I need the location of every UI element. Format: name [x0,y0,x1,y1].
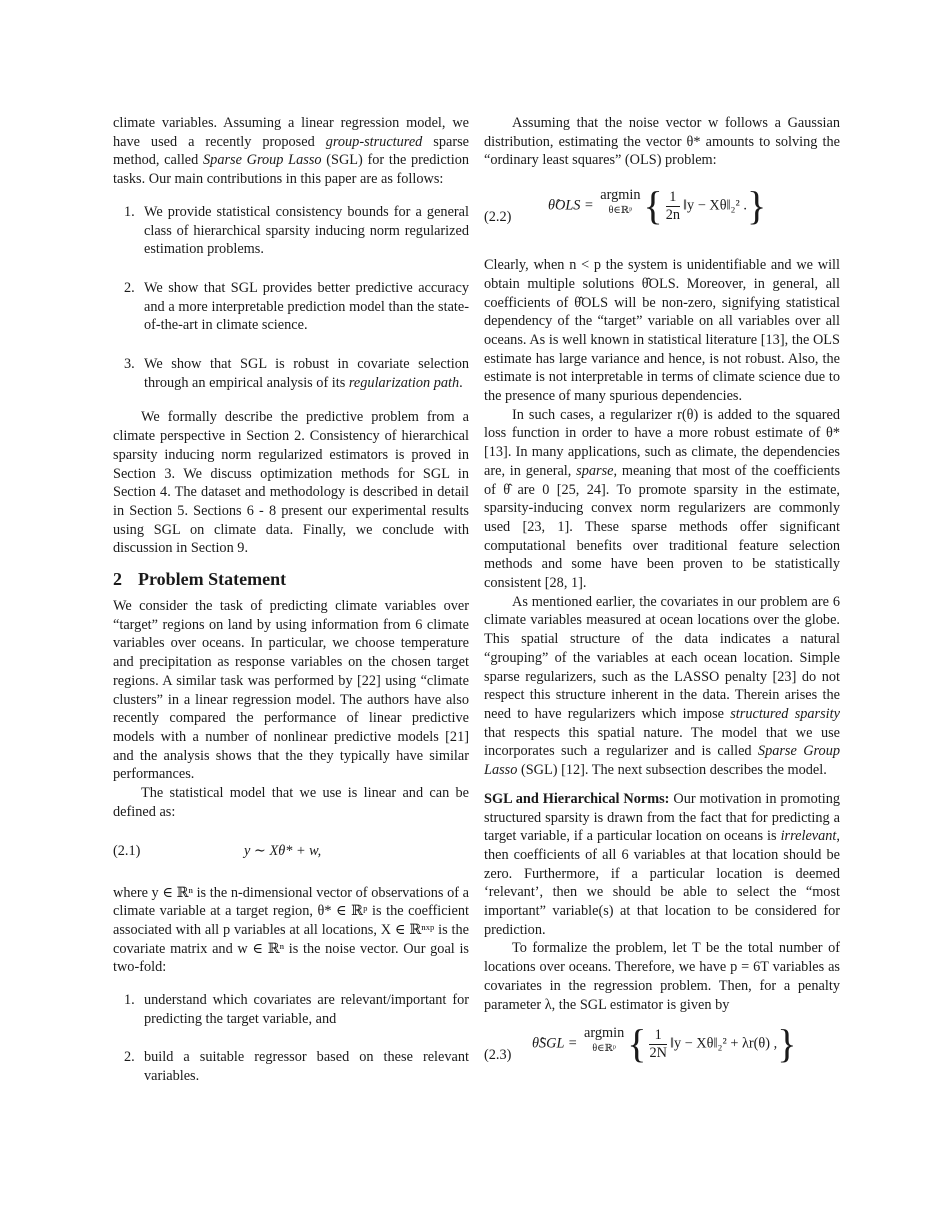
list-item: 2. We show that SGL provides better predictive accuracy and a more interpretable prediction model than the state-of-the-art in climate science. [124,279,469,334]
regularizer-paragraph: In such cases, a regularizer r(θ) is added to the squared loss function in order to have a more robust estimate of θ* [13]. In many applications, such as climate, the dependencies are, in general, sparse, meaning that most of the coefficients of θ̂ are 0 [25, 24]. To promote sparsity in the estimate, sparsity-inducing convex norm regularizers are commonly used [23, 1]. These sparse methods offer significant computational benefits over traditional feature selection methods and some have been proven to be statistically consistent [28, 1]. [484,406,841,592]
model-paragraph: The statistical model that we use is linear and can be defined as: [113,785,469,820]
equation-label: (2.3) [484,1047,512,1064]
section-heading: 2 Problem Statement [113,569,287,590]
clearly-paragraph: Clearly, when n < p the system is unidentifiable and we will obtain multiple solutions θ̂OLS. Moreover, in general, all coefficients of θ̂OLS will be non-zero, signifying statistical dependency of the “target” variable on all variables over all oceans. As is well known in statistical literature [13], the OLS estimate has large variance and hence, is not robust. Also, the estimate is not interpretable in terms of climate science due to the presence of many spurious dependencies. [484,257,840,405]
equation-body: θ̂SGL = argmin θ∈ℝᵖ { $\frac{1}{2N}$ ‖y − Xθ‖₂² + λr(θ) ,} [532,1021,797,1067]
left-column [113,114,469,1106]
equation-2-2 [484,180,840,244]
equation-label: (2.2) [484,209,512,226]
where-paragraph: where y ∈ ℝⁿ is the n-dimensional vector of observations of a climate variable at a target region, θ* ∈ ℝᵖ is the coefficient associated with all p variables at all locations, X ∈ ℝⁿˣᵖ is the covariate matrix and w ∈ ℝⁿ is the noise vector. Our goal is two-fold: [113,884,469,976]
list-item: 3. We show that SGL is robust in covariate selection through an empirical analysis of its regularization path. [124,356,469,391]
goals-list [113,991,469,1086]
equation-body: y ∼ Xθ* + w, [244,842,322,859]
problem-paragraph: We consider the task of predicting climate variables over “target” regions on land by using information from 6 climate variables over oceans. In particular, we choose temperature and precipitation as response variables on the chosen target regions. A similar task was performed by [22] using “climate clusters” in a linear regression model. The authors have also recently compared the performance of linear predictive models with a number of nonlinear predictive models [21] and the analysis shows that the they typically have similar performances. [113,598,469,783]
equation-2-3 [484,1018,840,1082]
covariates-paragraph: As mentioned earlier, the covariates in our problem are 6 climate variables measured at ocean locations over the globe. This spatial structure of the data indicates a natural “grouping” of the variables at each ocean location. Simple sparse regularizers, such as the LASSO penalty [23] do not respect this structure inherent in the data. Therein arises the need to have regularizers which impose structured sparsity that respects this spatial nature. The model that we use incorporates such a regularizer and is called Sparse Group Lasso (SGL) [12]. The next subsection describes the model. [484,593,840,779]
run-in-heading: SGL and Hierarchical Norms: [484,790,670,807]
list-item: 1. We provide statistical consistency bounds for a general class of hierarchical sparsity inducing norm regularized estimation problems. [124,203,469,258]
contributions-list [113,203,469,393]
sgl-paragraph: SGL and Hierarchical Norms: Our motivation in promoting structured sparsity is drawn from the fact that for predicting a target variable, if a particular location on oceans is irrelevant, then coefficients of all 6 variables at that location should be zero. Furthermore, if a particular location is deemed ‘relevant’, then we should be able to select the “most important” variable(s) at that location to be considered for prediction. [484,790,841,938]
equation-2-1 [113,832,469,872]
formalize-paragraph: To formalize the problem, let T be the total number of locations over oceans. Therefore, we have p = 6T variables as covariates in the regression problem. Then, for a penalty parameter λ, the SGL estimator is given by [484,940,840,1013]
intro-paragraph: climate variables. Assuming a linear regression model, we have used a recently proposed group-structured sparse method, called Sparse Group Lasso (SGL) for the prediction tasks. Our main contributions in this paper are as follows: [113,115,469,188]
equation-body: θ̂OLS = argmin θ∈ℝᵖ { $\frac{1}{2n}$ ‖y − Xθ‖₂² .} [548,183,767,229]
equation-label: (2.1) [113,842,141,859]
ols-paragraph: Assuming that the noise vector w follows a Gaussian distribution, estimating the vector θ* amounts to solving the “ordinary least squares” (OLS) problem: [484,115,840,169]
right-column [484,114,840,1094]
list-item: 1. understand which covariates are relevant/important for predicting the target variable, and [124,992,469,1027]
list-item: 2. build a suitable regressor based on these relevant variables. [124,1049,469,1085]
outline-paragraph: We formally describe the predictive problem from a climate perspective in Section 2. Consistency of hierarchical sparsity inducing norm regularized estimators is proved in Section 3. We discuss optimization methods for SGL in Section 4. The dataset and methodology is described in detail in Section 5. Sections 6 - 8 present our experimental results using SGL on climate data. Finally, we conclude with discussion in Section 9. [113,409,469,557]
